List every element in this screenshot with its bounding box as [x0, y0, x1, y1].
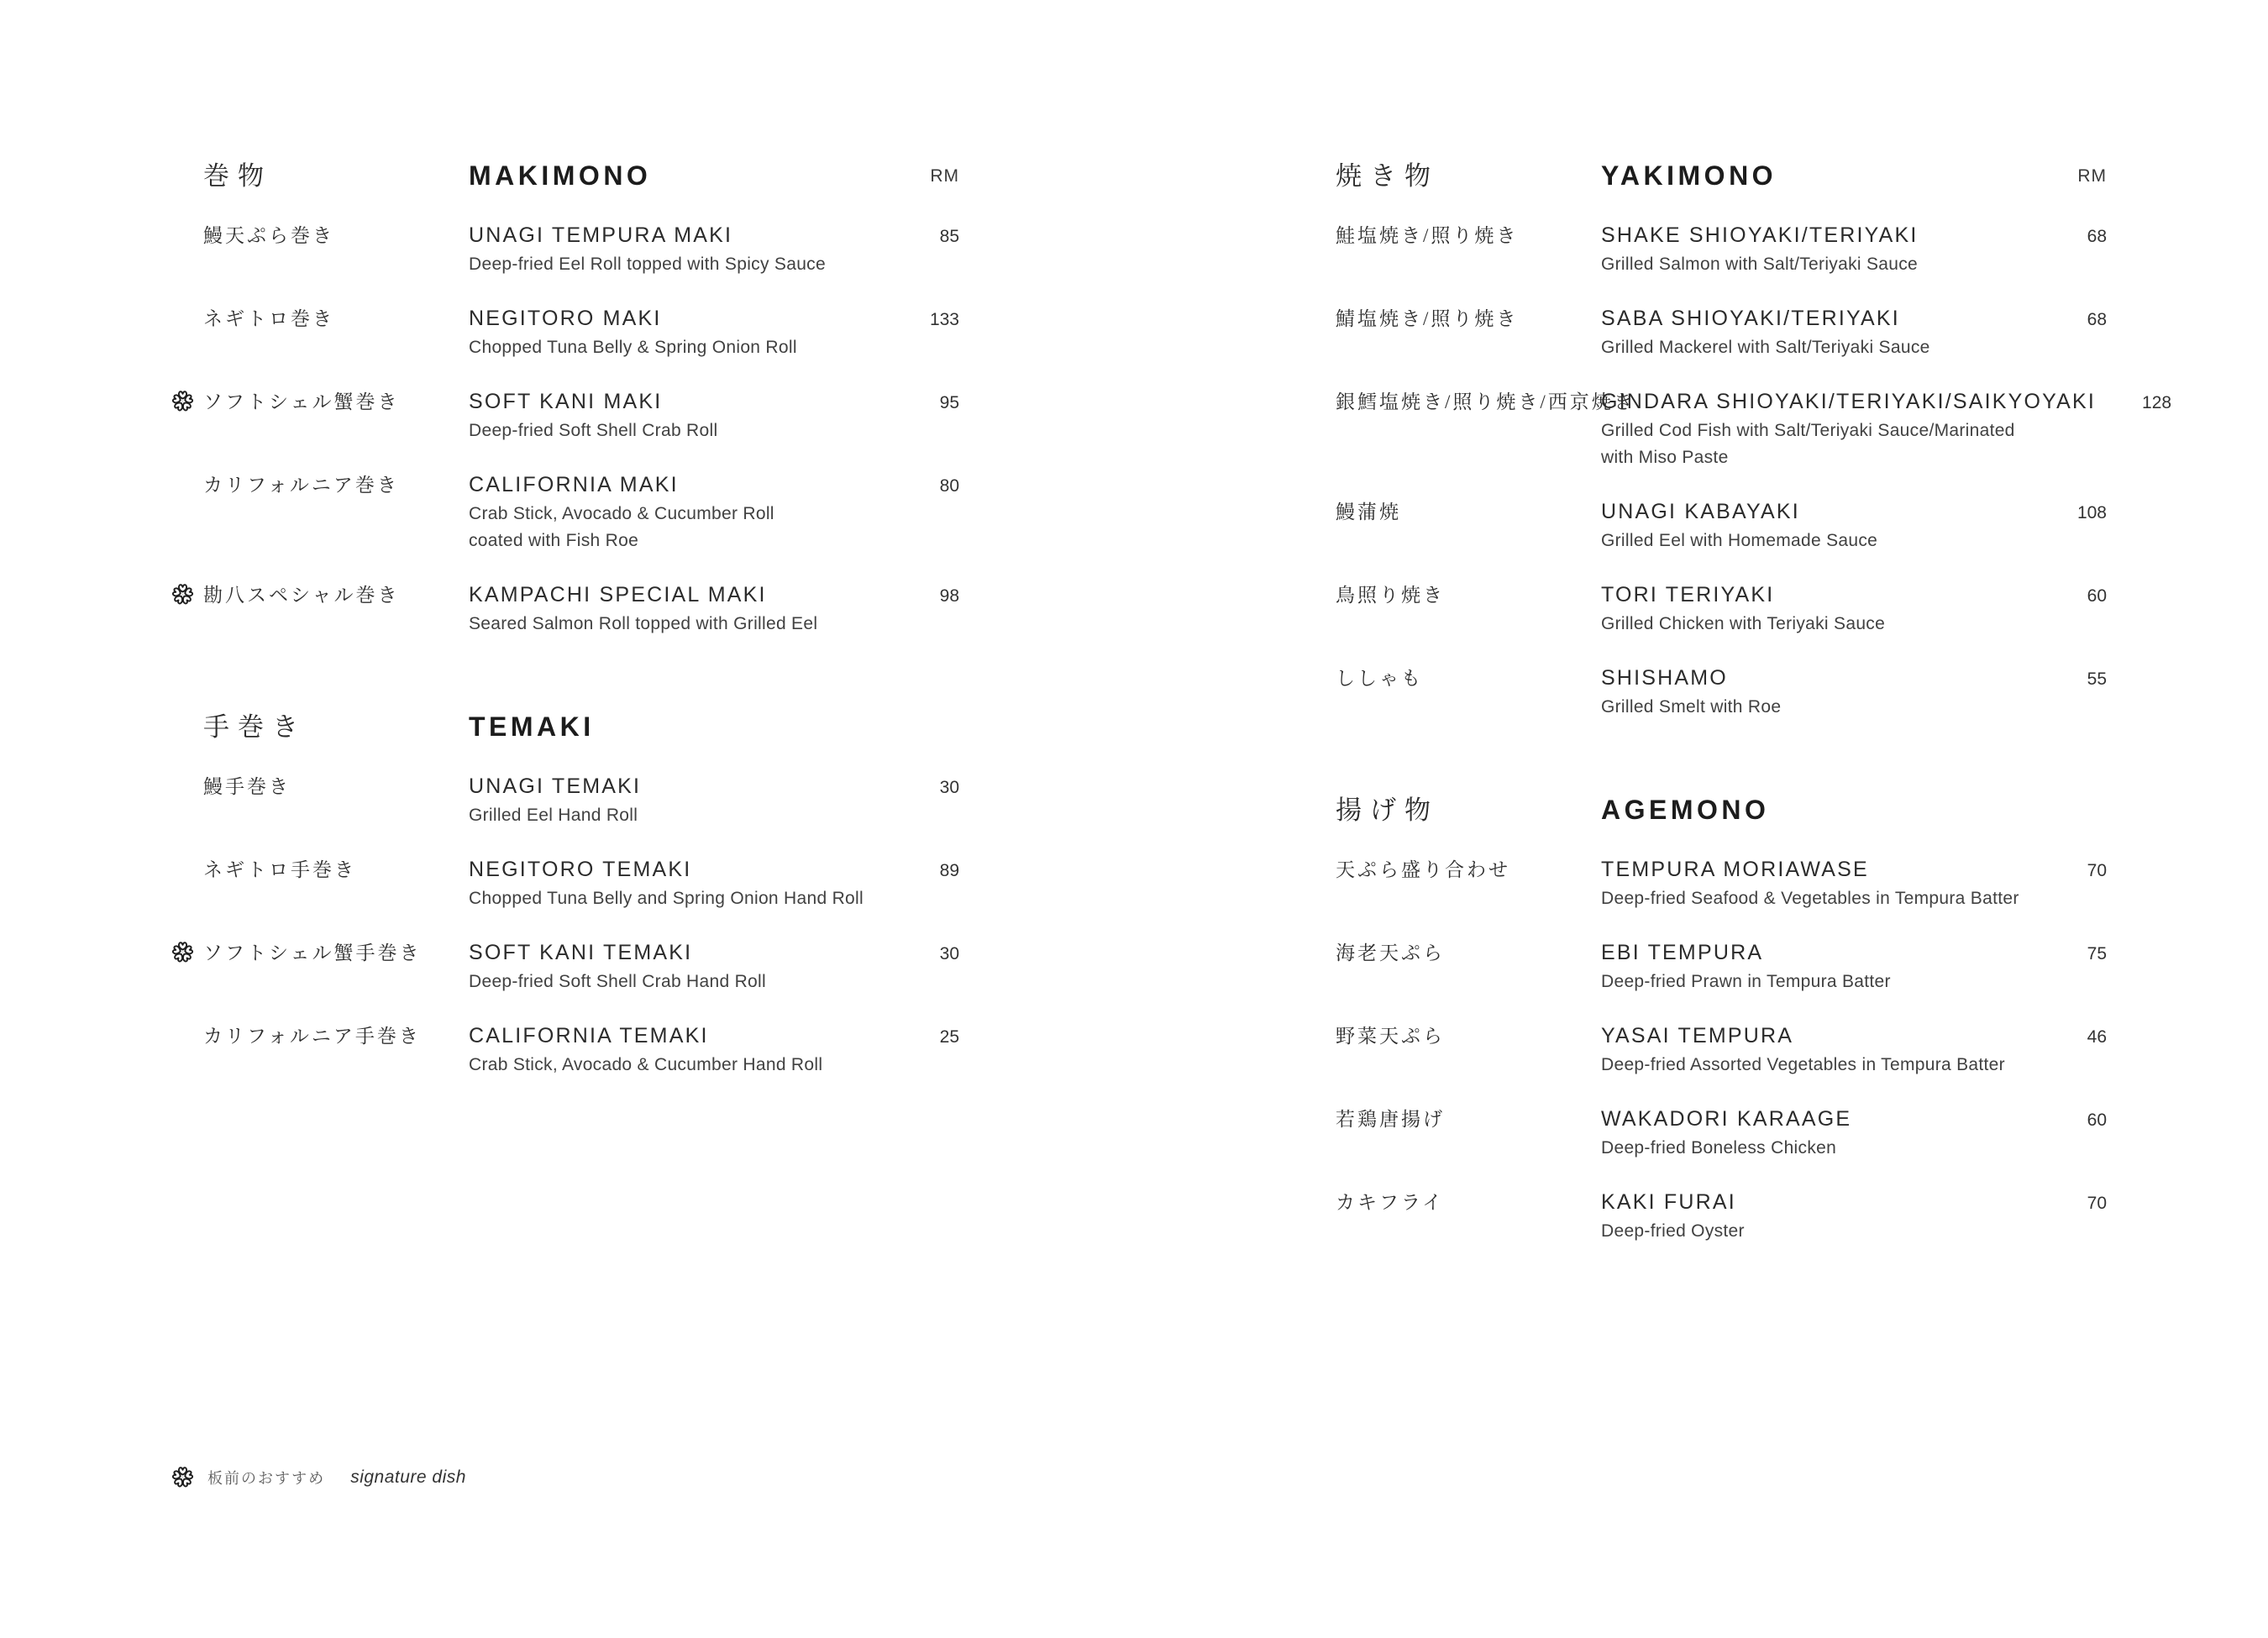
item-main: [1601, 1023, 2031, 1076]
item-description: Deep-fried Prawn in Tempura Batter: [1601, 972, 1891, 991]
item-main: [1601, 306, 2031, 359]
item-main: [469, 940, 884, 993]
item-jp-label: ソフトシェル蟹巻き: [203, 391, 400, 412]
menu-item: [1336, 857, 2107, 910]
item-name: CALIFORNIA MAKI: [469, 473, 679, 496]
item-description: Deep-fried Oyster: [1601, 1221, 1745, 1241]
item-description: Deep-fried Soft Shell Crab Hand Roll: [469, 972, 766, 991]
item-price: 95: [939, 393, 959, 412]
item-main: [1601, 940, 2031, 993]
menu-item: [203, 1023, 959, 1076]
item-description: Deep-fried Boneless Chicken: [1601, 1138, 1837, 1158]
item-name: WAKADORI KARAAGE: [1601, 1107, 1852, 1131]
item-jp-label: 海老天ぷら: [1336, 942, 1445, 963]
sakura-icon: [171, 941, 194, 963]
item-price: 30: [939, 778, 959, 797]
menu-item: [1336, 1023, 2107, 1076]
menu-item: [203, 472, 959, 552]
menu-item: [203, 940, 959, 993]
item-main: [469, 306, 884, 359]
item-jp-label: 天ぷら盛り合わせ: [1336, 859, 1510, 880]
menu-section: [1336, 794, 2107, 1242]
menu-item: [1336, 665, 2107, 718]
item-main: [1601, 1106, 2031, 1159]
section-header: [1336, 160, 2107, 192]
item-price: 30: [939, 944, 959, 963]
item-jp-label: 鮭塩焼き/照り焼き: [1336, 225, 1519, 246]
item-main: [1601, 582, 2031, 635]
item-price: 133: [929, 310, 959, 329]
item-price: 85: [939, 227, 959, 246]
item-jp-label: カリフォルニア手巻き: [203, 1026, 421, 1047]
item-description: Deep-fried Assorted Vegetables in Tempura Batter: [1601, 1055, 2005, 1074]
item-main: [1601, 389, 2096, 469]
item-description: Chopped Tuna Belly & Spring Onion Roll: [469, 338, 797, 357]
section-header: [1336, 794, 2107, 827]
item-description: Seared Salmon Roll topped with Grilled Eel: [469, 614, 818, 633]
item-jp-label: ネギトロ手巻き: [203, 859, 356, 880]
menu-section: [1336, 160, 2172, 718]
currency-label: RM: [2077, 165, 2107, 186]
item-main: [469, 223, 884, 276]
item-main: [469, 472, 884, 552]
section-title-en: AGEMONO: [1601, 795, 1770, 825]
item-price: 68: [2087, 227, 2107, 246]
item-price: 128: [2142, 393, 2172, 412]
menu-item: [1336, 1189, 2107, 1242]
item-name: UNAGI KABAYAKI: [1601, 500, 1800, 523]
item-name: SHAKE SHIOYAKI/TERIYAKI: [1601, 223, 1919, 247]
signature-legend-jp: 板前のおすすめ: [207, 1469, 326, 1487]
item-name: SHISHAMO: [1601, 666, 1728, 690]
menu-item: [203, 857, 959, 910]
item-jp-label: 銀鱈塩焼き/照り焼き/西京焼き: [1336, 391, 1635, 412]
section-title-jp: 焼き物: [1336, 161, 1439, 191]
item-name: SOFT KANI MAKI: [469, 390, 663, 413]
section-title-en: TEMAKI: [469, 711, 595, 742]
menu-item: [1336, 940, 2107, 993]
item-price: 60: [2087, 1110, 2107, 1130]
item-main: [1601, 499, 2031, 552]
section-header: [203, 160, 959, 192]
item-price: 60: [2087, 586, 2107, 606]
item-description: Grilled Smelt with Roe: [1601, 697, 1782, 717]
item-main: [1601, 665, 2031, 718]
menu-item: [203, 306, 959, 359]
sakura-icon: [171, 583, 194, 606]
menu-item: [203, 389, 959, 442]
item-jp-label: 若鶏唐揚げ: [1336, 1109, 1445, 1130]
menu-section: [203, 160, 959, 635]
item-price: 89: [939, 861, 959, 880]
menu-item: [1336, 223, 2107, 276]
item-price: 70: [2087, 861, 2107, 880]
item-main: [469, 582, 884, 635]
item-jp-label: ネギトロ巻き: [203, 308, 334, 329]
item-name: GINDARA SHIOYAKI/TERIYAKI/SAIKYOYAKI: [1601, 390, 2097, 413]
item-jp-label: 勘八スペシャル巻き: [203, 585, 400, 606]
sakura-icon: [171, 390, 194, 412]
item-description: Grilled Eel Hand Roll: [469, 806, 638, 825]
item-name: NEGITORO TEMAKI: [469, 858, 692, 881]
item-description: Chopped Tuna Belly and Spring Onion Hand Roll: [469, 889, 864, 908]
item-name: KAMPACHI SPECIAL MAKI: [469, 583, 767, 606]
item-name: EBI TEMPURA: [1601, 941, 1764, 964]
item-main: [469, 1023, 884, 1076]
item-main: [469, 857, 884, 910]
item-main: [469, 389, 884, 442]
signature-legend: [171, 1466, 466, 1488]
menu-item: [203, 223, 959, 276]
item-description: Deep-fried Soft Shell Crab Roll: [469, 421, 718, 440]
item-main: [1601, 1189, 2031, 1242]
item-price: 55: [2087, 669, 2107, 689]
item-name: TEMPURA MORIAWASE: [1601, 858, 1869, 881]
item-price: 75: [2087, 944, 2107, 963]
item-jp-label: 野菜天ぷら: [1336, 1026, 1445, 1047]
item-jp-label: カキフライ: [1336, 1192, 1445, 1213]
item-name: TORI TERIYAKI: [1601, 583, 1775, 606]
item-description: Deep-fried Seafood & Vegetables in Tempura Batter: [1601, 889, 2019, 908]
section-title-jp: 揚げ物: [1336, 795, 1439, 825]
item-price: 25: [939, 1027, 959, 1047]
item-description: Crab Stick, Avocado & Cucumber Hand Roll: [469, 1055, 823, 1074]
section-title-en: YAKIMONO: [1601, 160, 1777, 191]
item-description: Grilled Eel with Homemade Sauce: [1601, 531, 1878, 550]
item-name: UNAGI TEMAKI: [469, 774, 642, 798]
item-description: Grilled Cod Fish with Salt/Teriyaki Sauce/Marinated: [1601, 421, 2015, 440]
menu-item: [1336, 389, 2172, 469]
item-name: UNAGI TEMPURA MAKI: [469, 223, 733, 247]
item-jp-label: 鳥照り焼き: [1336, 585, 1445, 606]
menu-item: [1336, 582, 2107, 635]
item-jp-label: ししゃも: [1336, 668, 1423, 689]
item-jp-label: カリフォルニア巻き: [203, 475, 399, 496]
item-main: [1601, 857, 2031, 910]
item-main: [1601, 223, 2031, 276]
item-main: [469, 774, 884, 827]
section-title-jp: 手巻き: [203, 712, 307, 742]
menu-item: [1336, 1106, 2107, 1159]
item-name: NEGITORO MAKI: [469, 307, 662, 330]
item-price: 68: [2087, 310, 2107, 329]
menu-column-right: [1336, 0, 2172, 1273]
item-name: KAKI FURAI: [1601, 1190, 1736, 1214]
section-title-en: MAKIMONO: [469, 160, 652, 191]
section-header: [203, 711, 959, 743]
item-jp-label: ソフトシェル蟹手巻き: [203, 942, 422, 963]
item-name: CALIFORNIA TEMAKI: [469, 1024, 709, 1047]
item-name: SABA SHIOYAKI/TERIYAKI: [1601, 307, 1900, 330]
item-price: 108: [2076, 503, 2107, 522]
currency-label: RM: [930, 165, 959, 186]
sakura-icon: [171, 1466, 194, 1488]
item-name: YASAI TEMPURA: [1601, 1024, 1794, 1047]
menu-section: [203, 711, 959, 1076]
menu-item: [203, 582, 959, 635]
section-title-jp: 巻物: [203, 161, 272, 191]
item-description: Crab Stick, Avocado & Cucumber Roll: [469, 504, 774, 523]
item-jp-label: 鰻蒲焼: [1336, 501, 1401, 522]
item-price: 70: [2087, 1194, 2107, 1213]
item-price: 80: [939, 476, 959, 496]
item-jp-label: 鯖塩焼き/照り焼き: [1336, 308, 1519, 329]
item-description: Deep-fried Eel Roll topped with Spicy Sauce: [469, 255, 826, 274]
item-jp-label: 鰻天ぷら巻き: [203, 225, 334, 246]
item-name: SOFT KANI TEMAKI: [469, 941, 693, 964]
menu-item: [1336, 306, 2107, 359]
menu-column-left: [203, 0, 959, 1106]
signature-legend-text: signature dish: [350, 1467, 466, 1487]
item-price: 98: [939, 586, 959, 606]
item-description: with Miso Paste: [1601, 448, 1729, 467]
item-description: Grilled Mackerel with Salt/Teriyaki Sauce: [1601, 338, 1930, 357]
item-description: Grilled Salmon with Salt/Teriyaki Sauce: [1601, 255, 1919, 274]
item-description: coated with Fish Roe: [469, 531, 639, 550]
menu-item: [1336, 499, 2107, 552]
item-price: 46: [2087, 1027, 2107, 1047]
item-description: Grilled Chicken with Teriyaki Sauce: [1601, 614, 1886, 633]
item-jp-label: 鰻手巻き: [203, 776, 291, 797]
menu-item: [203, 774, 959, 827]
